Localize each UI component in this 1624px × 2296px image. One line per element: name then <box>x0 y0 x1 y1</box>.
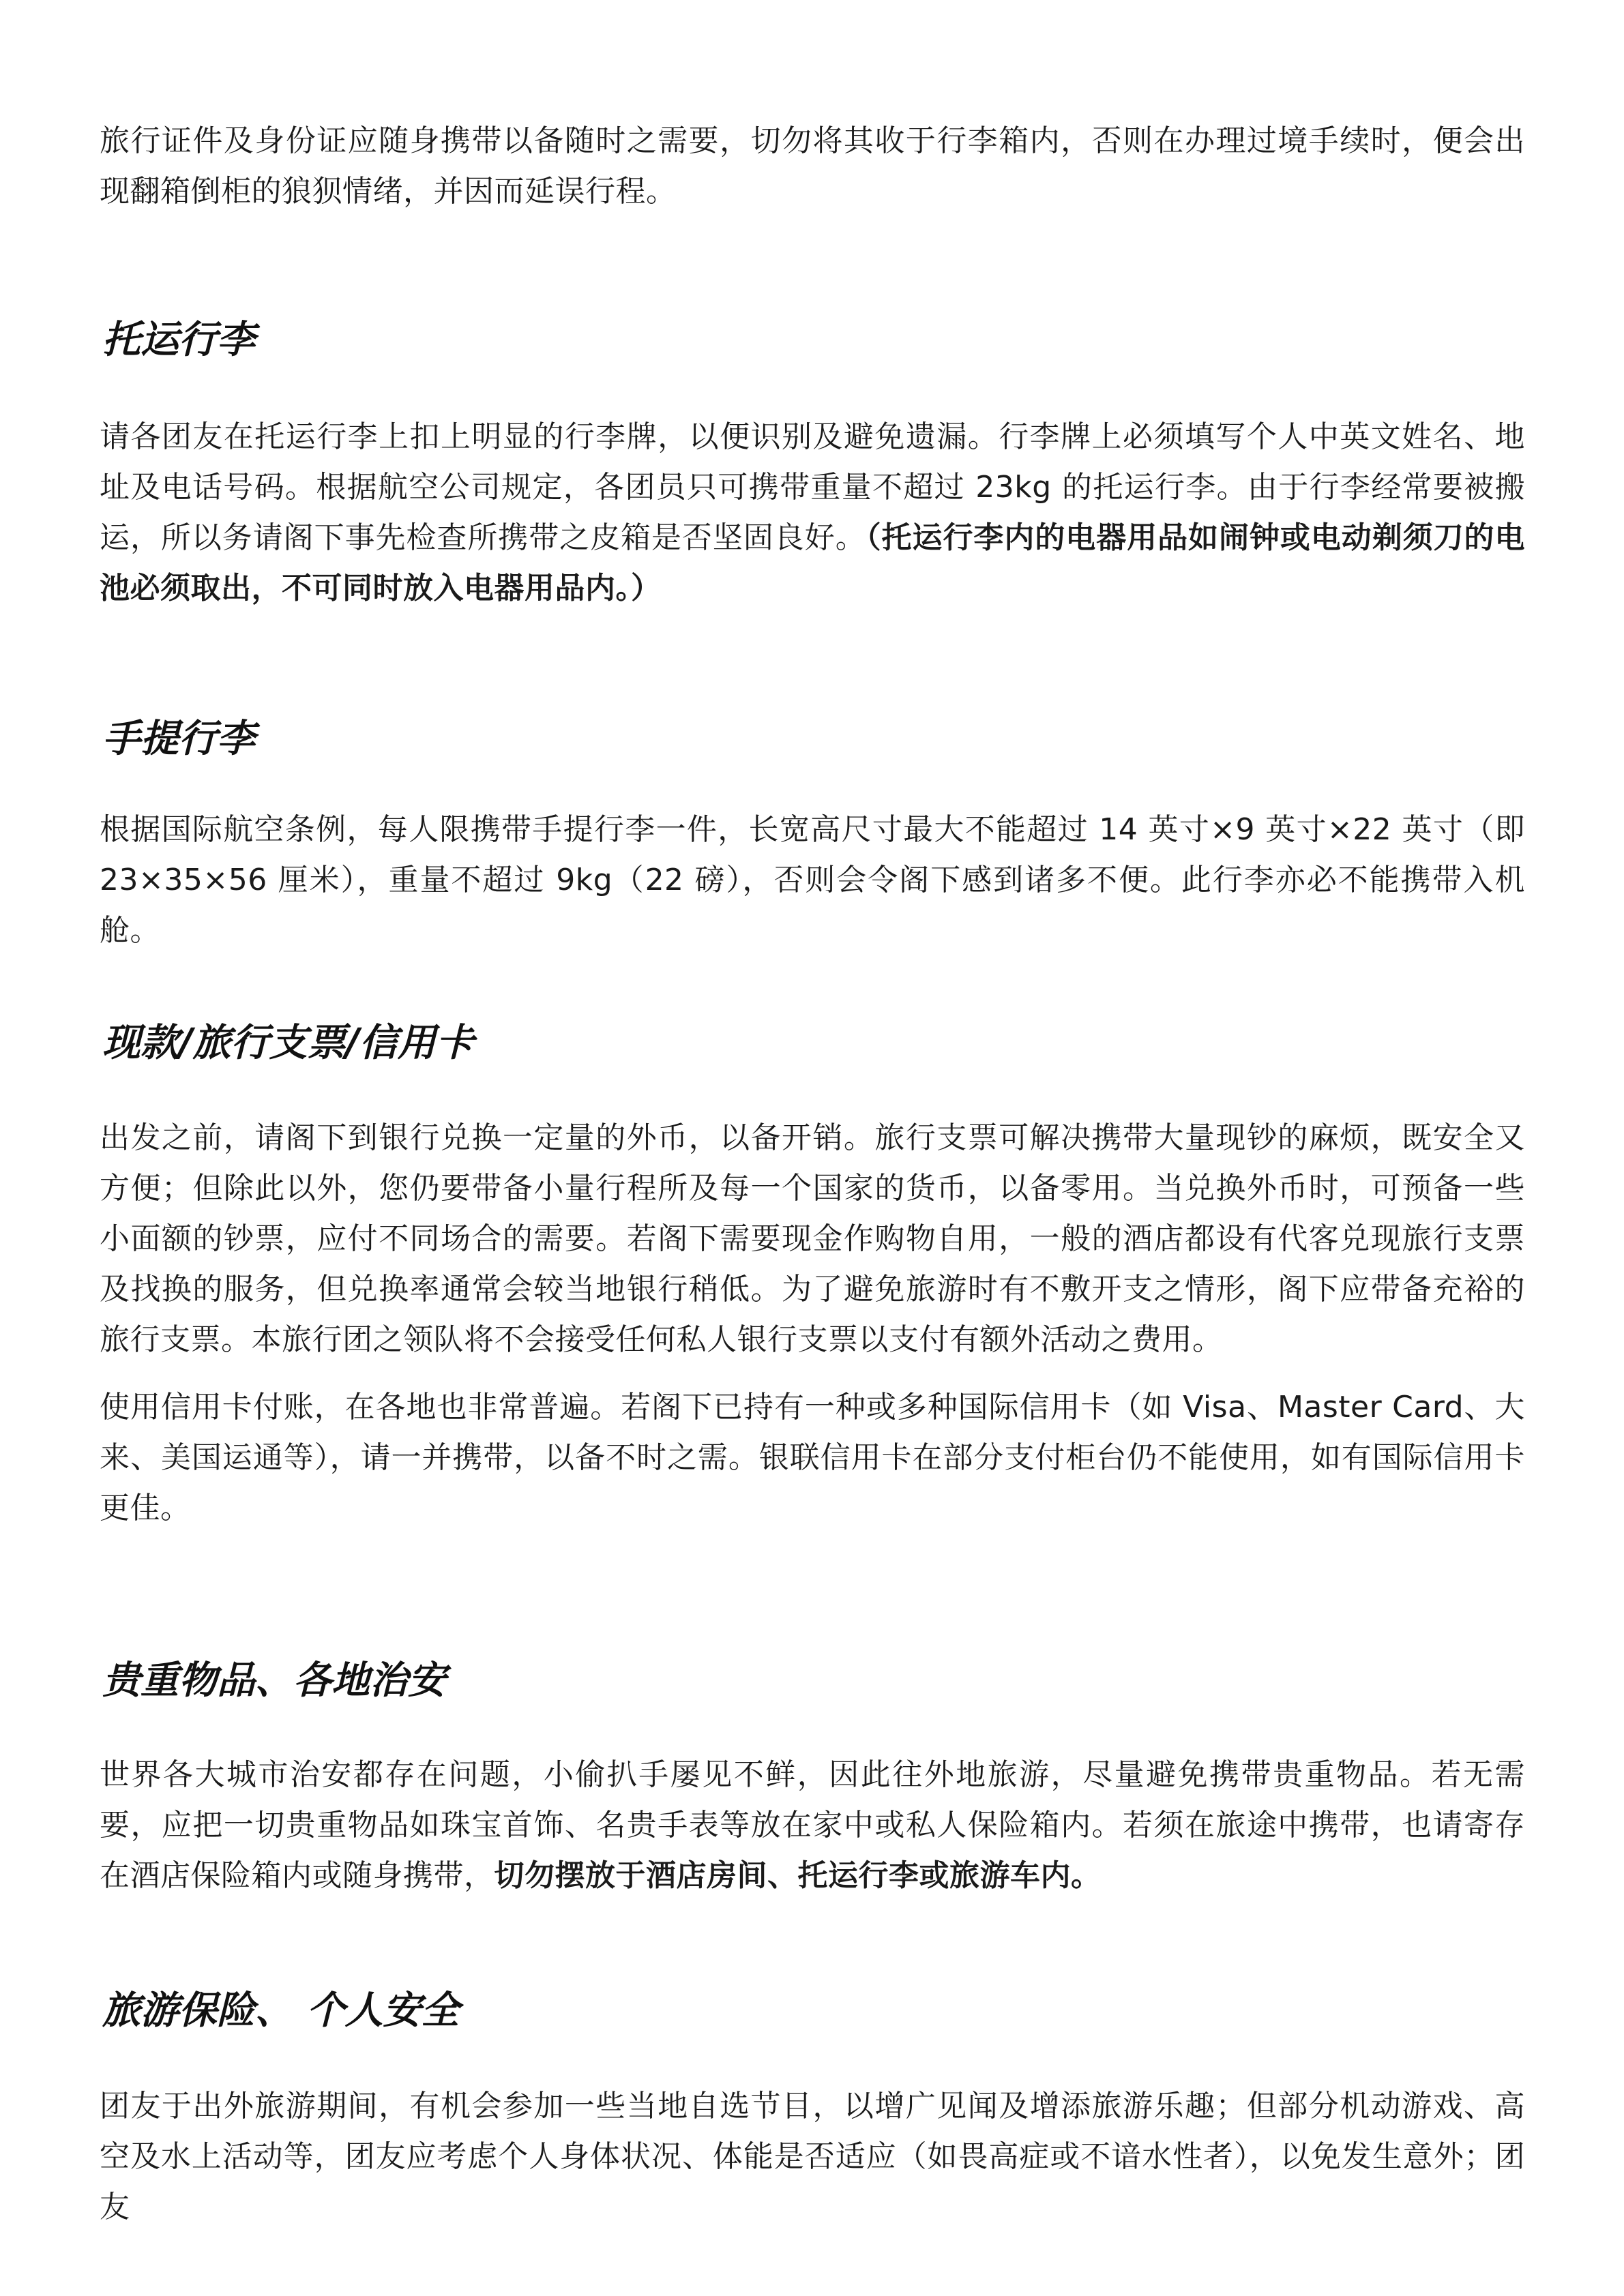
heading-valuables: 贵重物品、各地治安 <box>102 1658 446 1703</box>
carry-on-text: 根据国际航空条例，每人限携带手提行李一件，长宽高尺寸最大不能超过 14 英寸×9 英寸×22 英寸（即23×35×56 厘米），重量不超过 9kg（22 磅），否则会令阁下感到诸多不便。此行李亦必不能携带入机舱。 <box>100 812 1525 948</box>
heading-money: 现款/旅行支票/信用卡 <box>102 1021 474 1065</box>
carry-on-paragraph <box>100 805 1525 956</box>
valuables-paragraph <box>100 1750 1525 1901</box>
money-paragraph-2 <box>100 1382 1525 1534</box>
insurance-paragraph <box>100 2081 1525 2233</box>
intro-paragraph <box>100 116 1525 217</box>
valuables-warning: 切勿摆放于酒店房间、托运行李或旅游车内。 <box>494 1858 1102 1893</box>
checked-baggage-paragraph <box>100 412 1525 614</box>
money-text-2: 使用信用卡付账，在各地也非常普遍。若阁下已持有一种或多种国际信用卡（如 Visa、Master Card、大来、美国运通等），请一并携带，以备不时之需。银联信用卡在部分支付柜台仍不能使用，如有国际信用卡更佳。 <box>100 1390 1525 1525</box>
money-text-1: 出发之前，请阁下到银行兑换一定量的外币，以备开销。旅行支票可解决携带大量现钞的麻烦，既安全又方便；但除此以外，您仍要带备小量行程所及每一个国家的货币，以备零用。当兑换外币时，可预备一些小面额的钞票，应付不同场合的需要。若阁下需要现金作购物自用，一般的酒店都设有代客兑现旅行支票及找换的服务，但兑换率通常会较当地银行稍低。为了避免旅游时有不敷开支之情形，阁下应带备充裕的旅行支票。本旅行团之领队将不会接受任何私人银行支票以支付有额外活动之费用。 <box>100 1120 1525 1357</box>
checked-baggage-text: 请各团友在托运行李上扣上明显的行李牌，以便识别及避免遗漏。行李牌上必须填写个人中英文姓名、地址及电话号码。根据航空公司规定，各团员只可携带重量不超过 23kg 的托运行李。由于行李经常要被搬运，所以务请阁下事先检查所携带之皮箱是否坚固良好。 <box>100 419 1525 555</box>
heading-insurance: 旅游保险、 个人安全 <box>102 1988 460 2033</box>
money-paragraph-1 <box>100 1113 1525 1365</box>
checked-baggage-warning: （托运行李内的电器用品如闹钟或电动剃须刀的电池必须取出，不可同时放入电器用品内。） <box>100 520 1525 606</box>
heading-checked-baggage: 托运行李 <box>102 318 255 362</box>
valuables-text: 世界各大城市治安都存在问题，小偷扒手屡见不鲜，因此往外地旅游，尽量避免携带贵重物品。若无需要，应把一切贵重物品如珠宝首饰、名贵手表等放在家中或私人保险箱内。若须在旅途中携带，也请寄存在酒店保险箱内或随身携带， <box>100 1757 1525 1893</box>
insurance-text: 团友于出外旅游期间，有机会参加一些当地自选节目，以增广见闻及增添旅游乐趣；但部分机动游戏、高空及水上活动等，团友应考虑个人身体状况、体能是否适应（如畏高症或不谙水性者），以免发生意外；团友 <box>100 2089 1525 2224</box>
heading-carry-on: 手提行李 <box>102 717 255 761</box>
intro-text: 旅行证件及身份证应随身携带以备随时之需要，切勿将其收于行李箱内，否则在办理过境手续时，便会出现翻箱倒柜的狼狈情绪，并因而延误行程。 <box>100 123 1525 209</box>
